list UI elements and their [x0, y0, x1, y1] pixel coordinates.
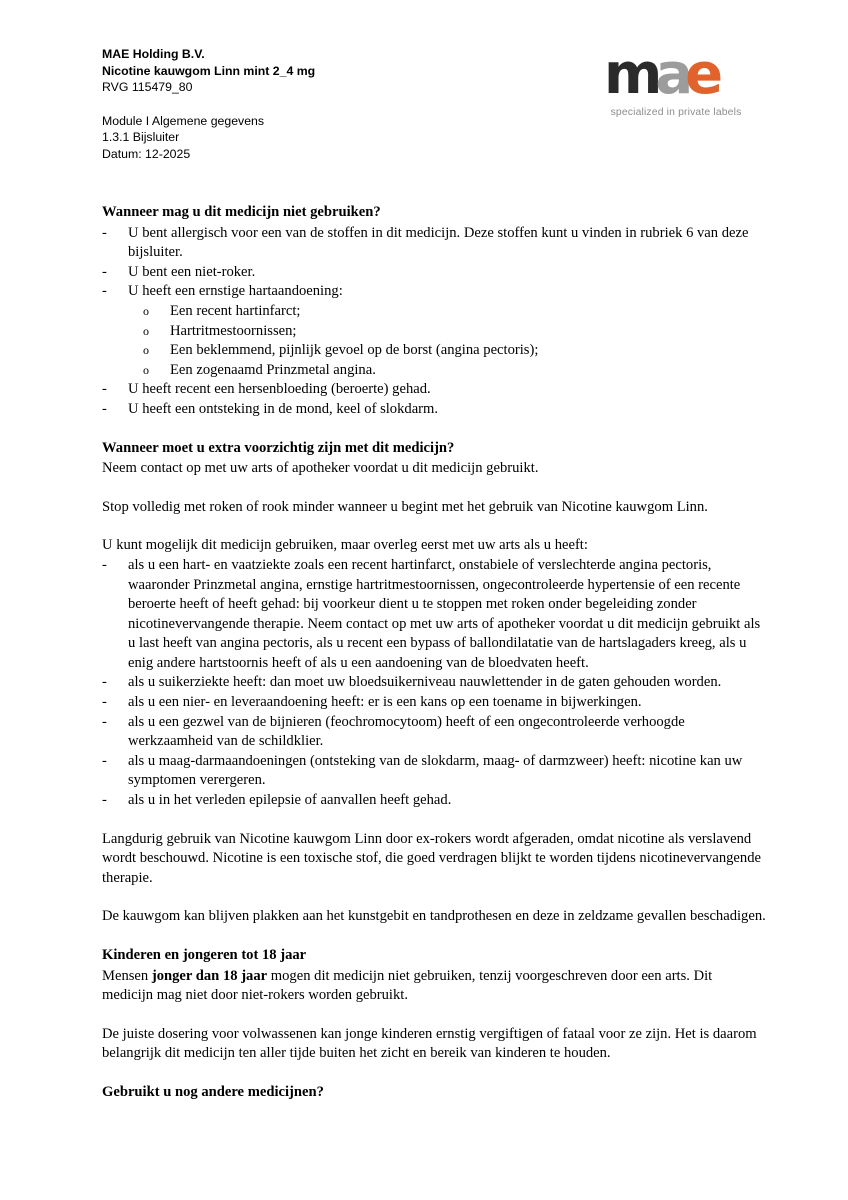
- list-item-text: Een beklemmend, pijnlijk gevoel op de borst (angina pectoris);: [170, 342, 539, 359]
- list-item-text: Hartritmestoornissen;: [170, 322, 297, 339]
- list-item: [102, 263, 766, 283]
- dash-marker: -: [102, 556, 107, 573]
- list-item: [102, 380, 766, 400]
- dash-marker: -: [102, 400, 107, 417]
- logo-wordmark: [600, 42, 752, 107]
- section-spacer: [102, 927, 766, 946]
- list-item-text: U bent een niet-roker.: [128, 263, 256, 280]
- list-item-text: U heeft recent een hersenbloeding (beroerte) gehad.: [128, 381, 431, 398]
- dash-marker: -: [102, 694, 107, 711]
- list-item-text: als u een hart- en vaatziekte zoals een recent hartinfarct, onstabiele of verslechterde angina pectoris, waaronder Prinzmetal angina, ernstige hartritmestoornissen, ongecontroleerde hypertensie of een recente beroerte heeft of heeft gehad: bij voorkeur dient u te stoppen met roken onder begeleiding zonder nicotinevervangende therapie. Neem contact op met uw arts of apotheker voordat u dit medicijn gebruikt als u last heeft van angina pectoris, als u recent een bypass of ballondilatatie van de hartslagaders kreeg, als u enig andere hartstoornis heeft of als u een aandoening van de bloedvaten heeft.: [128, 556, 761, 671]
- list-item: [143, 322, 766, 342]
- heading-children: Kinderen en jongeren tot 18 jaar: [102, 947, 307, 963]
- list-item-text: als u suikerziekte heeft: dan moet uw bloedsuikerniveau nauwlettender in de gaten gehouden worden.: [128, 674, 722, 691]
- children-text-before: Mensen: [102, 967, 152, 984]
- section-spacer: [102, 420, 766, 439]
- warnings-consult-paragraph: U kunt mogelijk dit medicijn gebruiken, maar overleg eerst met uw arts als u heeft:: [102, 537, 588, 554]
- list-item: [102, 282, 766, 302]
- list-item: [102, 713, 766, 752]
- document-date: Datum: 12-2025: [102, 146, 191, 161]
- contraindications-list: [102, 224, 766, 302]
- circle-marker: o: [143, 343, 149, 358]
- module-name: Module I Algemene gegevens: [102, 113, 265, 128]
- heading-contraindications: Wanneer mag u dit medicijn niet gebruiken?: [102, 204, 381, 220]
- list-item-text: U heeft een ernstige hartaandoening:: [128, 283, 343, 300]
- dash-marker: -: [102, 792, 107, 809]
- list-item-text: U bent allergisch voor een van de stoffen in dit medicijn. Deze stoffen kunt u vinden in rubriek 6 van deze bijsluiter.: [128, 224, 749, 261]
- dash-marker: -: [102, 283, 107, 300]
- warnings-list: [102, 556, 766, 811]
- product-name: Nicotine kauwgom Linn mint 2_4 mg: [102, 63, 316, 78]
- warnings-longterm-paragraph: Langdurig gebruik van Nicotine kauwgom Linn door ex-rokers wordt afgeraden, omdat nicotine als verslavend wordt beschouwd. Nicotine is een toxische stof, die goed verdragen blijkt te worden tijdens nicotinevervangende therapie.: [102, 830, 761, 886]
- circle-marker: o: [143, 303, 149, 318]
- list-item: [102, 673, 766, 693]
- dash-marker: -: [102, 713, 107, 730]
- list-item: [102, 791, 766, 811]
- logo-letter-a: a: [655, 42, 691, 107]
- list-item: [143, 302, 766, 322]
- children-text-bold: jonger dan 18 jaar: [151, 967, 268, 984]
- warnings-dentures-paragraph: De kauwgom kan blijven plakken aan het kunstgebit en tandprothesen en deze in zeldzame gevallen beschadigen.: [102, 908, 766, 925]
- registration-number: RVG 115479_80: [102, 80, 193, 95]
- list-item-text: Een recent hartinfarct;: [170, 302, 301, 319]
- list-item-text: U heeft een ontsteking in de mond, keel of slokdarm.: [128, 400, 439, 417]
- list-item-text: als u een gezwel van de bijnieren (feochromocytoom) heeft of een ongecontroleerde verhoogde werkzaamheid van de schildklier.: [128, 713, 685, 750]
- logo-letter-m: m: [604, 42, 660, 107]
- list-item: [143, 361, 766, 381]
- children-paragraph-1: [102, 967, 766, 1006]
- children-paragraph-2: De juiste dosering voor volwassenen kan jonge kinderen ernstig vergiftigen of fataal voor ze zijn. Het is daarom belangrijk dit medicijn ten aller tijde buiten het zicht en bereik van kinderen te houden.: [102, 1025, 757, 1062]
- circle-marker: o: [143, 323, 149, 338]
- list-item-text: Een zogenaamd Prinzmetal angina.: [170, 361, 376, 378]
- company-name: MAE Holding B.V.: [102, 47, 205, 61]
- heading-warnings: Wanneer moet u extra voorzichtig zijn met dit medicijn?: [102, 439, 455, 456]
- contraindications-list-continued: [102, 380, 766, 419]
- list-item: [102, 752, 766, 791]
- warnings-stop-smoking-paragraph: Stop volledig met roken of rook minder wanneer u begint met het gebruik van Nicotine kauwgom Linn.: [102, 498, 708, 515]
- dash-marker: -: [102, 674, 107, 691]
- list-item-text: als u in het verleden epilepsie of aanvallen heeft gehad.: [128, 792, 452, 809]
- heading-other-medicines: Gebruikt u nog andere medicijnen?: [102, 1083, 324, 1100]
- children-text-after: mogen dit medicijn niet gebruiken, tenzij voorgeschreven door een arts. Dit medicijn mag niet door niet-rokers worden gebruikt.: [102, 967, 713, 1004]
- section-number: 1.3.1 Bijsluiter: [102, 130, 180, 145]
- section-spacer: [102, 1064, 766, 1083]
- heart-conditions-sublist: [143, 302, 766, 380]
- list-item: [102, 224, 766, 263]
- dash-marker: -: [102, 263, 107, 280]
- mae-logo: [600, 42, 752, 118]
- dash-marker: -: [102, 752, 107, 769]
- logo-tagline: specialized in private labels: [610, 107, 742, 118]
- list-item: [143, 341, 766, 361]
- warnings-intro-paragraph: Neem contact op met uw arts of apotheker voordat u dit medicijn gebruikt.: [102, 460, 539, 477]
- list-item: [102, 693, 766, 713]
- dash-marker: -: [102, 381, 107, 398]
- list-item-text: als u een nier- en leveraandoening heeft: er is een kans op een toename in bijwerkingen.: [128, 694, 642, 711]
- logo-letter-e: e: [685, 42, 721, 107]
- dash-marker: -: [102, 224, 107, 241]
- list-item: [102, 556, 766, 674]
- list-item: [102, 400, 766, 420]
- list-item-text: als u maag-darmaandoeningen (ontsteking van de slokdarm, maag- of darmzweer) heeft: nicotine kan uw symptomen verergeren.: [128, 752, 743, 789]
- document-body: [102, 203, 766, 1104]
- circle-marker: o: [143, 362, 149, 377]
- header-identification-block: [102, 46, 315, 163]
